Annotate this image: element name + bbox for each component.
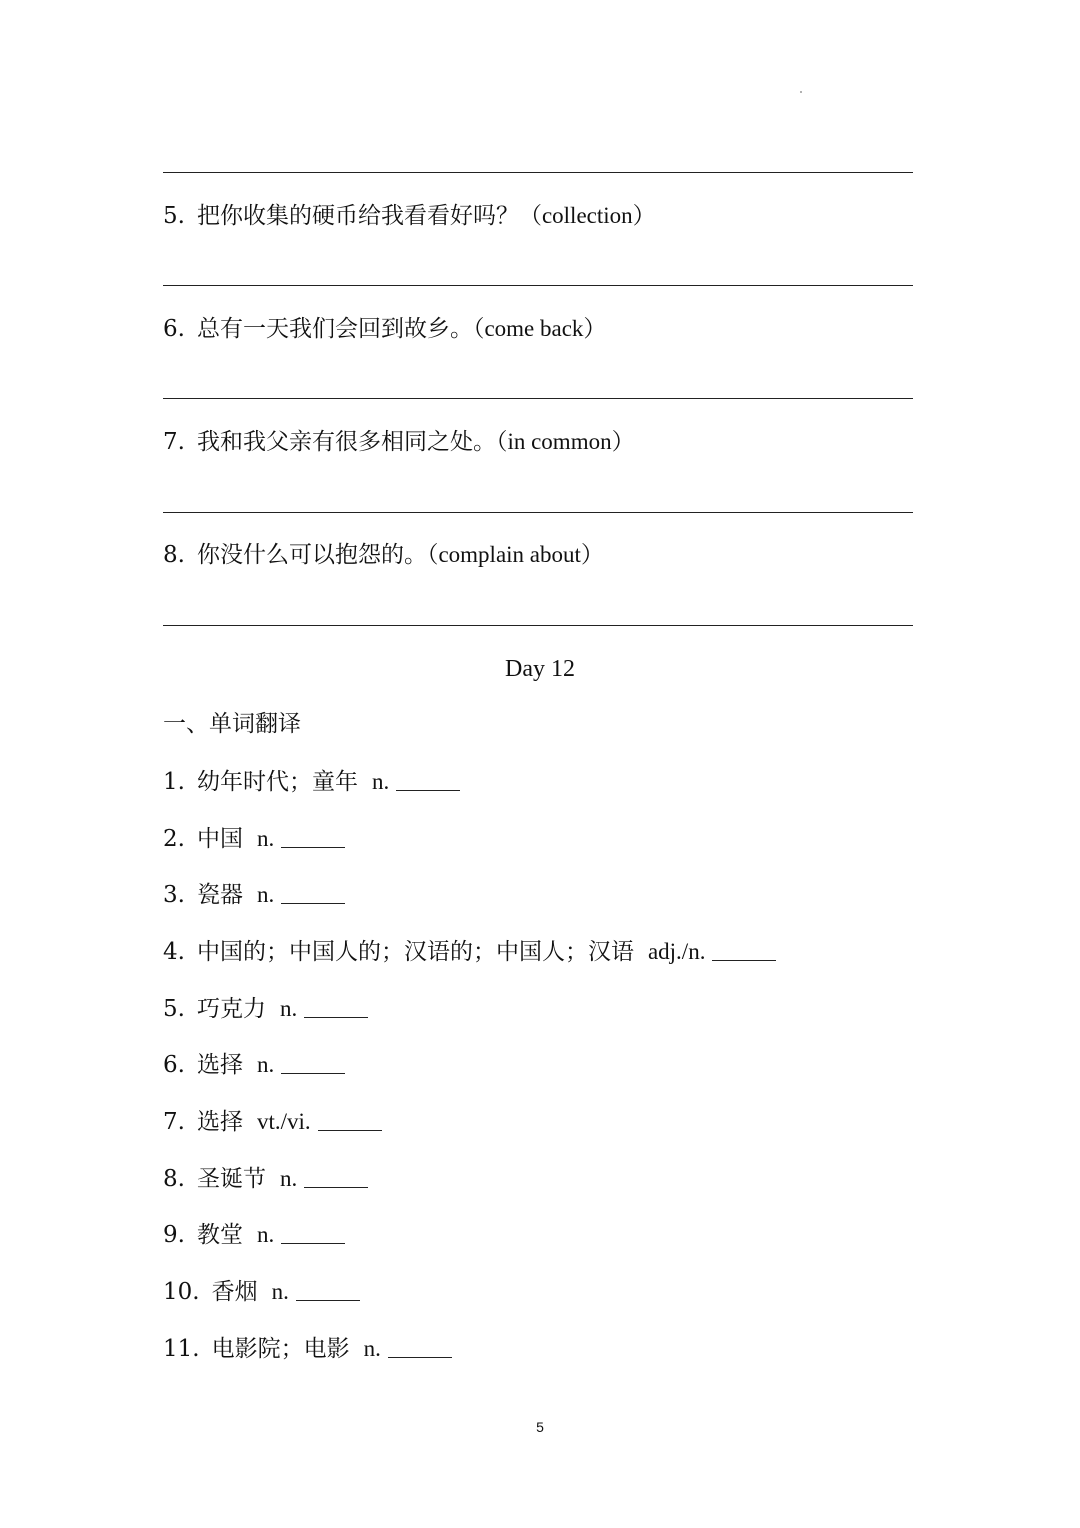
item-number: 7.	[163, 429, 185, 455]
item-number: 8.	[163, 542, 185, 568]
item-number: 2.	[163, 826, 185, 852]
item-text: 把你收集的硬币给我看看好吗？	[196, 203, 519, 229]
item-text: 巧克力	[196, 996, 266, 1022]
page-number: 5	[536, 1419, 544, 1435]
item-text: 圣诞节	[196, 1166, 266, 1192]
answer-blank[interactable]	[396, 768, 460, 791]
translation-item	[163, 314, 606, 344]
translation-item	[163, 427, 635, 457]
answer-blank[interactable]	[304, 1165, 368, 1188]
part-of-speech: n.	[371, 769, 390, 794]
item-hint: （collection）	[518, 203, 656, 228]
answer-line	[163, 172, 913, 173]
item-hint: （complain about）	[426, 542, 604, 567]
item-number: 10.	[163, 1279, 200, 1305]
item-number: 11.	[163, 1336, 200, 1362]
item-text: 中国的；中国人的；汉语的；中国人；汉语	[196, 939, 634, 965]
vocab-item	[163, 1164, 368, 1194]
part-of-speech: n.	[256, 882, 275, 907]
answer-blank[interactable]	[304, 995, 368, 1018]
item-number: 5.	[163, 996, 185, 1022]
answer-blank[interactable]	[296, 1278, 360, 1301]
part-of-speech: n.	[256, 826, 275, 851]
scan-dot	[800, 91, 802, 93]
vocab-item	[163, 937, 776, 967]
vocab-item	[163, 994, 368, 1024]
vocab-item	[163, 1107, 382, 1137]
section-heading: 一、单词翻译	[163, 711, 301, 737]
item-text: 我和我父亲有很多相同之处。	[196, 429, 496, 455]
item-text: 电影院；电影	[211, 1336, 350, 1362]
item-text: 选择	[196, 1052, 243, 1078]
answer-line	[163, 625, 913, 626]
item-hint: （in common）	[495, 429, 635, 454]
vocab-item	[163, 880, 345, 910]
item-number: 6.	[163, 1052, 185, 1078]
vocab-item	[163, 767, 460, 797]
item-number: 9.	[163, 1222, 185, 1248]
day-title: Day 12	[505, 656, 575, 682]
item-text: 瓷器	[196, 882, 243, 908]
item-text: 总有一天我们会回到故乡。	[196, 316, 473, 342]
item-text: 中国	[196, 826, 243, 852]
answer-blank[interactable]	[712, 938, 776, 961]
item-number: 5.	[163, 203, 185, 229]
item-number: 6.	[163, 316, 185, 342]
answer-blank[interactable]	[388, 1335, 452, 1358]
answer-blank[interactable]	[281, 881, 345, 904]
part-of-speech: vt./vi.	[256, 1109, 311, 1134]
item-number: 3.	[163, 882, 185, 908]
vocab-item	[163, 1220, 345, 1250]
answer-blank[interactable]	[281, 1221, 345, 1244]
answer-blank[interactable]	[318, 1108, 382, 1131]
item-text: 香烟	[211, 1279, 258, 1305]
vocab-item	[163, 1277, 360, 1307]
item-text: 你没什么可以抱怨的。	[196, 542, 427, 568]
part-of-speech: n.	[363, 1336, 381, 1361]
translation-item	[163, 201, 656, 231]
item-text: 选择	[196, 1109, 243, 1135]
item-number: 8.	[163, 1166, 185, 1192]
item-text: 教堂	[196, 1222, 243, 1248]
item-number: 1.	[163, 769, 185, 795]
item-hint: （come back）	[472, 316, 607, 341]
vocab-item	[163, 824, 345, 854]
item-number: 4.	[163, 939, 185, 965]
part-of-speech: adj./n.	[647, 939, 706, 964]
part-of-speech: n.	[256, 1052, 275, 1077]
vocab-item	[163, 1050, 345, 1080]
part-of-speech: n.	[271, 1279, 289, 1304]
part-of-speech: n.	[279, 996, 298, 1021]
answer-blank[interactable]	[281, 825, 345, 848]
answer-line	[163, 512, 913, 513]
translation-item	[163, 540, 604, 570]
item-number: 7.	[163, 1109, 185, 1135]
answer-line	[163, 398, 913, 399]
answer-blank[interactable]	[281, 1051, 345, 1074]
vocab-item	[163, 1334, 452, 1364]
item-text: 幼年时代；童年	[196, 769, 358, 795]
part-of-speech: n.	[279, 1166, 298, 1191]
part-of-speech: n.	[256, 1222, 275, 1247]
answer-line	[163, 285, 913, 286]
